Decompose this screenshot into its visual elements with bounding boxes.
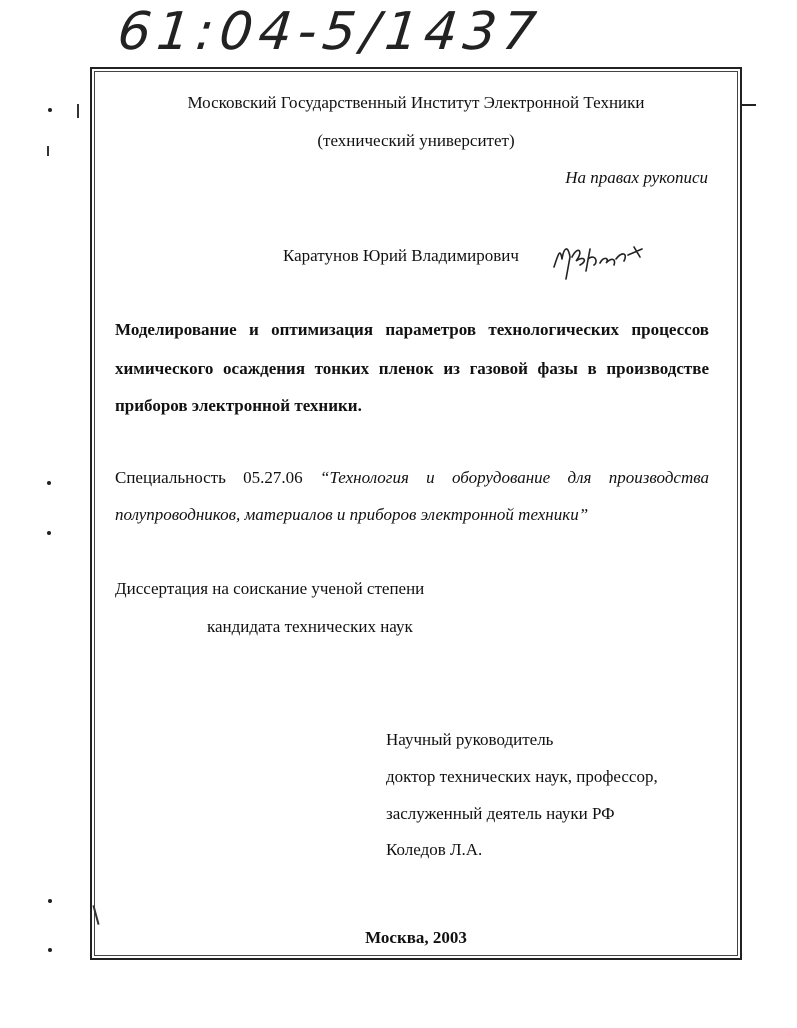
supervisor-name: Коледов Л.А. [386,840,483,859]
scan-mark [77,104,79,118]
supervisor-honor: заслуженный деятель науки РФ [386,804,615,823]
scan-mark [48,899,52,903]
thesis-title-line-2: химического осаждения тонких пленок из газовой фазы в производстве [115,359,709,378]
specialty-code: Специальность 05.27.06 [115,468,303,487]
supervisor-degree: доктор технических наук, профессор, [386,767,658,786]
city-year: Москва, 2003 [365,928,467,947]
university-subtitle: (технический университет) [317,131,515,150]
manuscript-rights: На правах рукописи [565,168,708,187]
institute-name: Московский Государственный Институт Электронной Техники [187,93,645,112]
signature-drawing [550,237,650,283]
scan-mark [47,146,49,156]
specialty-name-part-1: “Технология и оборудование для производства [320,468,710,487]
dissertation-degree: кандидата технических наук [207,617,413,636]
specialty-name-part-2: полупроводников, материалов и приборов электронной техники” [115,505,589,524]
author-signature [550,237,650,288]
supervisor-role: Научный руководитель [386,730,554,749]
scan-mark [47,481,51,485]
author-name: Каратунов Юрий Владимирович [283,246,519,265]
archive-code-handwritten: 61:04-5/1437 [114,2,545,62]
thesis-title-line-1: Моделирование и оптимизация параметров технологических процессов [115,320,709,339]
dissertation-purpose: Диссертация на соискание ученой степени [115,579,425,598]
scan-mark [48,948,52,952]
thesis-title-line-3: приборов электронной техники. [115,396,362,415]
scan-mark [48,108,52,112]
specialty-line-1 [115,468,709,488]
scan-mark [47,531,51,535]
scan-mark [742,104,756,106]
